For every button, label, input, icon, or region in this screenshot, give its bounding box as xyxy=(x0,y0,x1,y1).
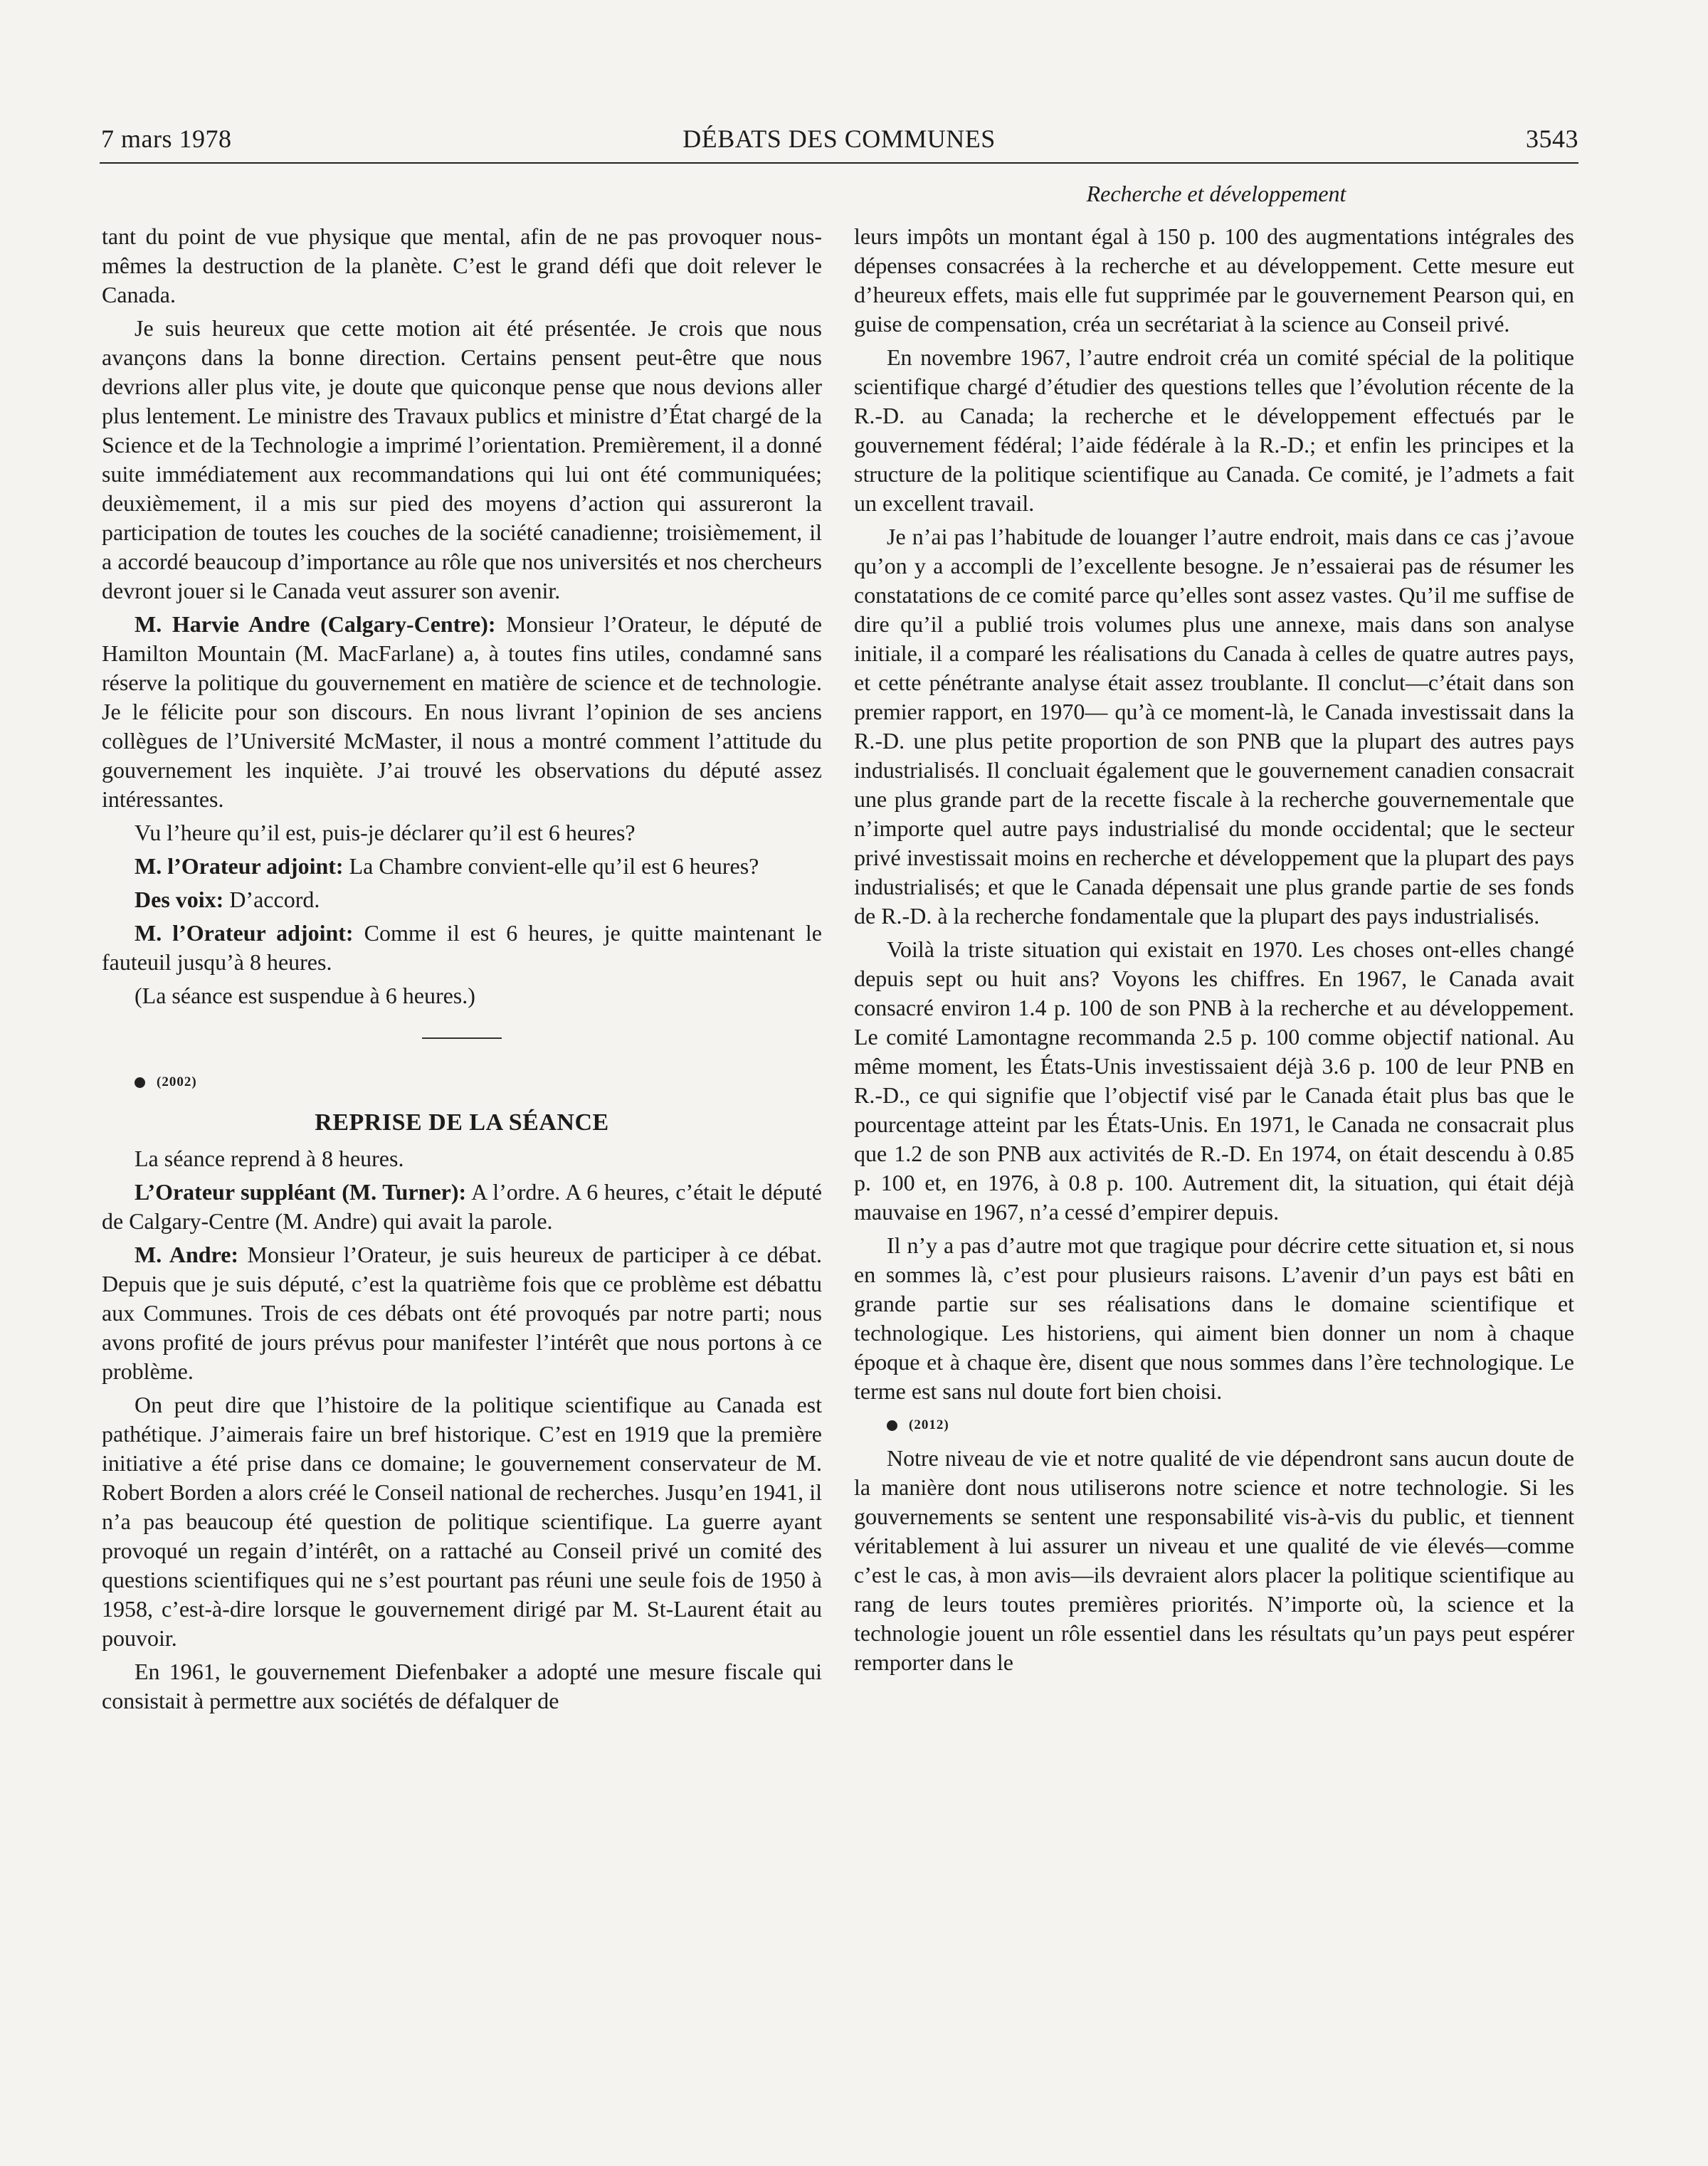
speech-text: Comme il est 6 heures, je quitte maintenant le fauteuil jusqu’à 8 heures. xyxy=(102,920,823,975)
speech-text: D’accord. xyxy=(223,887,320,912)
paragraph: La séance reprend à 8 heures. xyxy=(135,1146,404,1171)
speaker-name: Des voix: xyxy=(135,887,224,912)
paragraph: Voilà la triste situation qui existait en 1970. Les choses ont-elles changé depuis sept ou huit ans? Voyons les chiffres. En 1967, le Canada avait consacré environ 1.4 p. 100 de son PNB à la recherche et au développement. Le comité Lamontagne recommanda 2.5 p. 100 comme objectif national. Au même moment, les États-Unis investissaient déjà 3.6 p. 100 de leur PNB en R.-D., ce qui signifie que l’objectif visé par le Canada était plus bas que le pourcentage atteint par les États-Unis. En 1971, le Canada ne consacrait plus que 1.2 de son PNB aux activités de R.-D. En 1974, on était descendu à 0.85 p. 100 et, en 1976, à 0.8 p. 100. Autrement dit, la situation, qui était déjà mauvaise en 1967, n’a cessé d’empirer depuis. xyxy=(854,936,1574,1225)
paragraph: En novembre 1967, l’autre endroit créa un comité spécial de la politique scientifique chargé d’étudier des questions telles que l’évolution récente de la R.-D. au Canada; la recherche et le développement effectués par le gouvernement fédéral; l’aide fédérale à la R.-D.; et enfin les principes et la structure de la politique scientifique au Canada. Ce comité, je l’admets a fait un excellent travail. xyxy=(854,344,1574,516)
paragraph: Vu l’heure qu’il est, puis-je déclarer qu’il est 6 heures? xyxy=(135,820,636,845)
page-header xyxy=(100,124,1578,164)
section-title: REPRISE DE LA SÉANCE xyxy=(315,1109,609,1136)
paragraph: Notre niveau de vie et notre qualité de vie dépendront sans aucun doute de la manière dont nous utiliserons notre science et notre technologie. Si les gouvernements se sentent une responsabilité vis-à-vis du public, et tiennent véritablement à lui assurer un niveau et une qualité de vie élevés—comme c’est le cas, à mon avis—ils devraient alors placer la politique scientifique au rang de leurs toutes premières priorités. N’importe où, la science et la technologie jouent un rôle essentiel dans les résultats qu’un pays peut espérer remporter dans le xyxy=(854,1445,1574,1675)
paragraph: leurs impôts un montant égal à 150 p. 100 des augmentations intégrales des dépenses consacrées à la recherche et au développement. Cette mesure eut d’heureux effets, mais elle fut supprimée par le gouvernement Pearson qui, en guise de compensation, créa un secrétariat à la science au Conseil privé. xyxy=(854,223,1574,337)
paragraph xyxy=(102,885,822,914)
time-marker xyxy=(854,1410,1574,1439)
paragraph xyxy=(102,1240,822,1386)
speech-text: Monsieur l’Orateur, le député de Hamilton Mountain (M. MacFarlane) a, à toutes fins utiles, condamné sans réserve la politique du gouvernement en matière de science et de technologie. Je le félicite pour son discours. En nous livrant l’opinion de ses anciens collègues de l’Université McMaster, il nous a montré comment l’attitude du gouvernement les inquiète. J’ai trouvé les observations du député assez intéressantes. xyxy=(102,611,823,812)
speech-text: Monsieur l’Orateur, je suis heureux de participer à ce débat. Depuis que je suis député, c’est la quatrième fois que ce problème est débattu aux Communes. Trois de ces débats ont été provoqués par notre parti; nous avons profité de jours prévus pour manifester l’intérêt que nous portons à ce problème. xyxy=(102,1242,823,1384)
header-title: DÉBATS DES COMMUNES xyxy=(682,125,996,153)
paragraph: Je suis heureux que cette motion ait été présentée. Je crois que nous avançons dans la bonne direction. Certains pensent peut-être que nous devrions aller plus vite, je doute que quiconque pense que nous devions aller plus lentement. Le ministre des Travaux publics et ministre d’État chargé de la Science et de la Technologie a imprimé l’orientation. Premièrement, il a donné suite immédiatement aux recommandations qui lui ont été communiquées; deuxièmement, il a mis sur pied des moyens d’action qui assureront la participation de toutes les couches de la société canadienne; troisièmement, il a accordé beaucoup d’importance au rôle que nos universités et nos chercheurs devront jouer si le Canada veut assurer son avenir. xyxy=(102,315,822,603)
speaker-name: M. l’Orateur adjoint: xyxy=(135,920,354,946)
paragraph: (La séance est suspendue à 6 heures.) xyxy=(135,983,475,1008)
time-marker-label: (2002) xyxy=(157,1074,197,1089)
paragraph: On peut dire que l’histoire de la politique scientifique au Canada est pathétique. J’aimerais faire un bref historique. C’est en 1919 que la première initiative a été prise dans ce domaine; le gouvernement conservateur de M. Robert Borden a alors créé le Conseil national de recherches. Jusqu’en 1941, il n’a pas beaucoup été question de politique scientifique. La guerre ayant provoqué un regain d’intérêt, on a rattaché au Conseil privé un comité des questions scientifiques qui ne s’est pourtant pas réuni une seule fois de 1950 à 1958, c’est-à-dire lorsque le gouvernement dirigé par M. St-Laurent était au pouvoir. xyxy=(102,1392,822,1651)
speaker-name: M. l’Orateur adjoint: xyxy=(135,853,344,879)
paragraph xyxy=(102,852,822,881)
speaker-name: M. Harvie Andre (Calgary-Centre): xyxy=(135,611,496,637)
running-subject: Recherche et développement xyxy=(1086,181,1346,206)
separator-rule xyxy=(422,1037,502,1039)
time-marker-label: (2012) xyxy=(909,1417,949,1432)
paragraph xyxy=(102,1178,822,1236)
bullet-icon xyxy=(887,1420,897,1431)
paragraph: En 1961, le gouvernement Diefenbaker a adopté une mesure fiscale qui consistait à permettre aux sociétés de défalquer de xyxy=(102,1659,822,1713)
header-page-number: 3543 xyxy=(1526,125,1578,153)
right-column xyxy=(854,222,1574,1681)
speaker-name: L’Orateur suppléant (M. Turner): xyxy=(135,1179,467,1205)
time-marker xyxy=(102,1067,822,1097)
bullet-icon xyxy=(135,1077,145,1088)
speech-text: La Chambre convient-elle qu’il est 6 heures? xyxy=(343,853,759,879)
left-column xyxy=(102,222,822,1720)
speech-text: A l’ordre. A 6 heures, c’était le député de Calgary-Centre (M. Andre) qui avait la parole. xyxy=(102,1179,822,1234)
paragraph xyxy=(102,610,822,814)
paragraph: Je n’ai pas l’habitude de louanger l’autre endroit, mais dans ce cas j’avoue qu’on y a accompli de l’excellente besogne. Je n’essaierai pas de résumer les constatations de ce comité parce qu’elles sont assez vastes. Qu’il me suffise de dire qu’il a publié trois volumes plus une annexe, mais dans son analyse initiale, il a comparé les réalisations du Canada à celles de quatre autres pays, et cette pénétrante analyse était assez troublante. Il conclut—c’était dans son premier rapport, en 1970— qu’à ce moment-là, le Canada investissait dans la R.-D. une plus petite proportion de son PNB que la plupart des autres pays industrialisés. Il concluait également que le gouvernement canadien consacrait une plus grande part de la recette fiscale à la recherche gouvernementale que n’importe quel autre pays industrialisé du monde occidental; que le secteur privé investissait moins en recherche et développement que la plupart des pays industrialisés; et que le Canada dépensait une plus grande partie de ses fonds de R.-D. à la recherche fondamentale que la plupart des pays industrialisés. xyxy=(854,524,1574,929)
header-date: 7 mars 1978 xyxy=(101,125,232,153)
speaker-name: M. Andre: xyxy=(135,1242,239,1267)
paragraph: Il n’y a pas d’autre mot que tragique pour décrire cette situation et, si nous en sommes là, c’est pour plusieurs raisons. L’avenir d’un pays est bâti en grande partie sur ses réalisations dans le domaine scientifique et technologique. Les historiens, qui aiment bien donner un nom à chaque époque et à chaque ère, disent que nous sommes dans l’ère technologique. Le terme est sans nul doute fort bien choisi. xyxy=(854,1232,1574,1404)
paragraph: tant du point de vue physique que mental, afin de ne pas provoquer nous-mêmes la destruction de la planète. C’est le grand défi que doit relever le Canada. xyxy=(102,223,822,307)
paragraph xyxy=(102,919,822,977)
